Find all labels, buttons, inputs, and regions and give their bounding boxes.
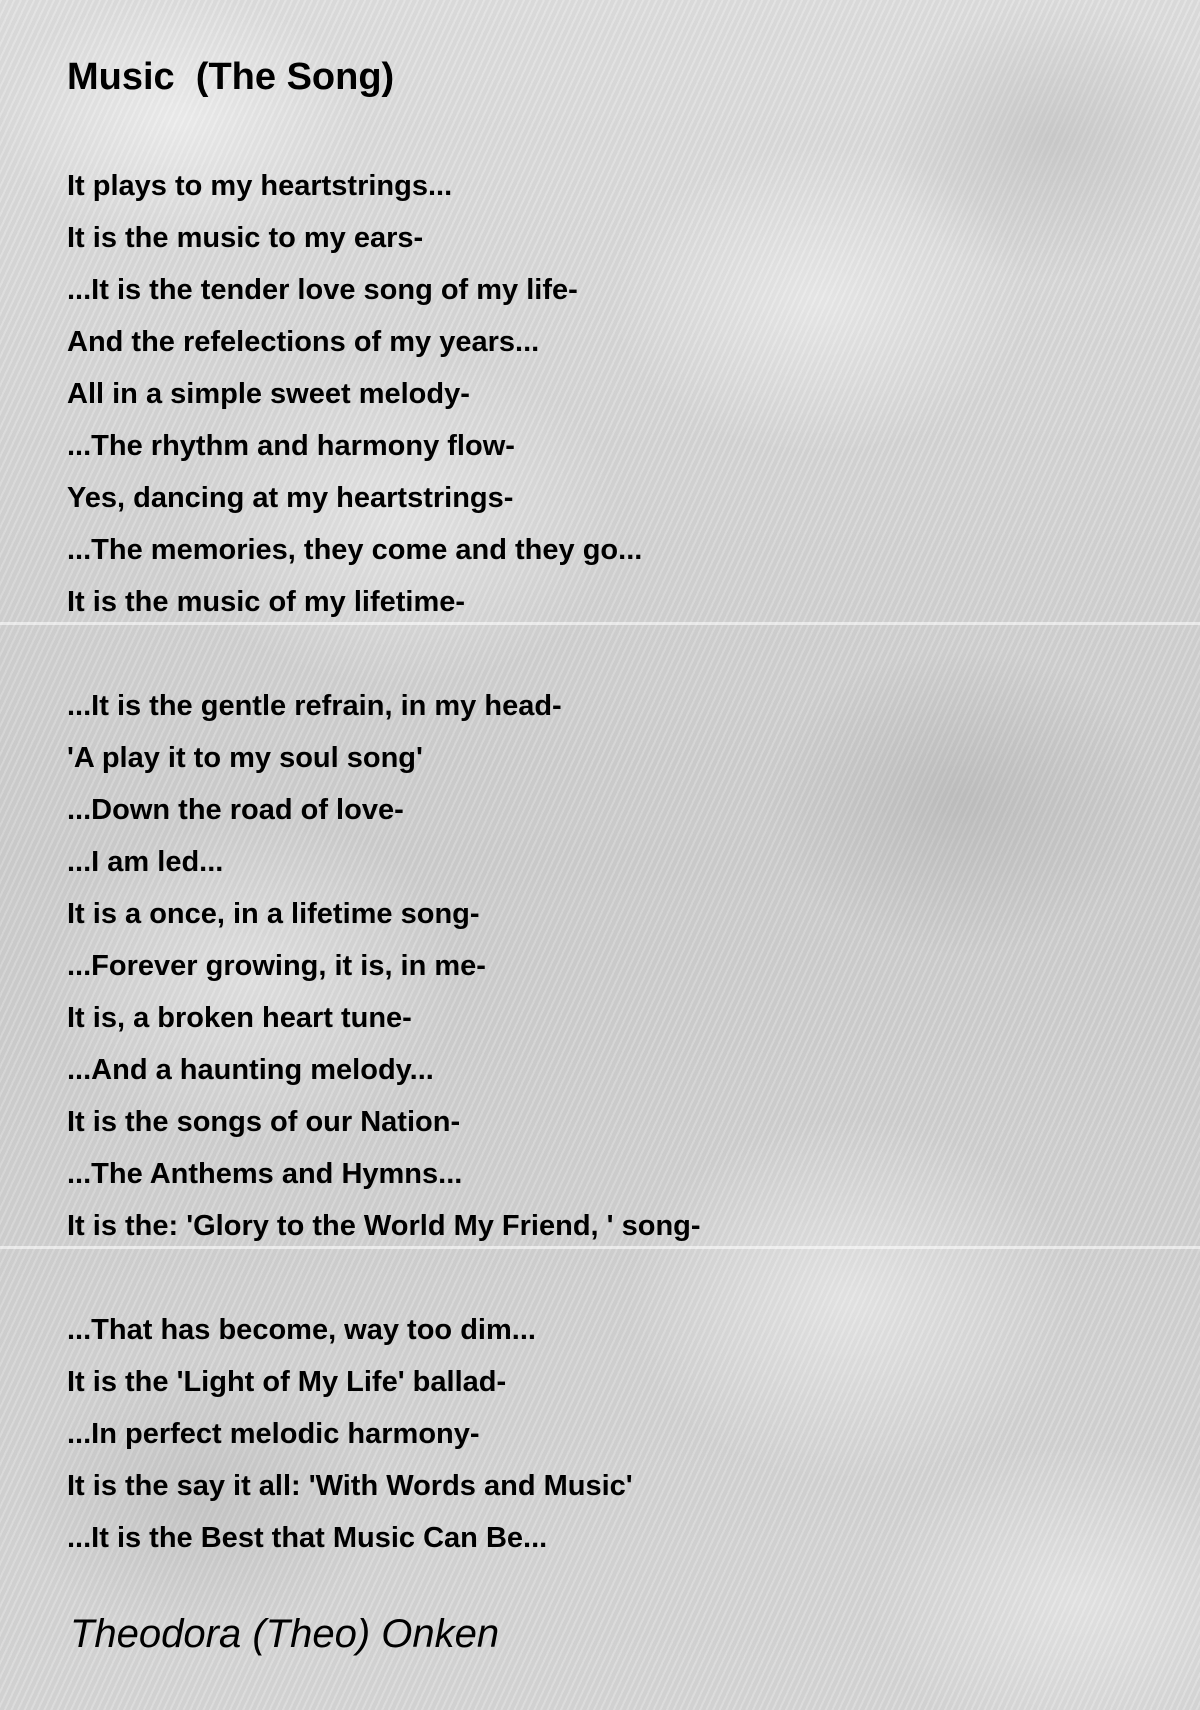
poem-line: ...The memories, they come and they go... xyxy=(67,534,643,566)
poem-line: ...Forever growing, it is, in me- xyxy=(67,950,486,982)
poem-line: ...In perfect melodic harmony- xyxy=(67,1418,480,1450)
poem-line: ...That has become, way too dim... xyxy=(67,1314,536,1346)
poem-line: ...It is the Best that Music Can Be... xyxy=(67,1522,548,1554)
stanza-2 xyxy=(67,680,1147,1252)
poem-line: It is, a broken heart tune- xyxy=(67,1002,412,1034)
poem-title: Music (The Song) xyxy=(67,56,395,98)
poem-line: ...And a haunting melody... xyxy=(67,1054,434,1086)
poem-author: Theodora (Theo) Onken xyxy=(70,1612,500,1656)
poem-line: It plays to my heartstrings... xyxy=(67,170,453,202)
poem-body xyxy=(67,52,1147,1564)
poem-line: It is the music to my ears- xyxy=(67,222,424,254)
poem-line: It is the music of my lifetime- xyxy=(67,586,466,618)
poem-line: It is the songs of our Nation- xyxy=(67,1106,461,1138)
poem-line: ...It is the gentle refrain, in my head- xyxy=(67,690,562,722)
poem-line: ...Down the road of love- xyxy=(67,794,404,826)
poem-line: It is the: 'Glory to the World My Friend, ' song- xyxy=(67,1210,701,1242)
poem-line: ...The Anthems and Hymns... xyxy=(67,1158,463,1190)
poem-line: ...The rhythm and harmony flow- xyxy=(67,430,515,462)
poem-line: Yes, dancing at my heartstrings- xyxy=(67,482,514,514)
poem-line: All in a simple sweet melody- xyxy=(67,378,470,410)
poem-line: It is a once, in a lifetime song- xyxy=(67,898,480,930)
poem-line: ...I am led... xyxy=(67,846,224,878)
poem-line: It is the 'Light of My Life' ballad- xyxy=(67,1366,507,1398)
poem-line: ...It is the tender love song of my life- xyxy=(67,274,578,306)
stanza-3 xyxy=(67,1304,1147,1564)
stanza-1 xyxy=(67,160,1147,628)
poem-line: And the refelections of my years... xyxy=(67,326,540,358)
poem-line: 'A play it to my soul song' xyxy=(67,742,423,774)
poem-line: It is the say it all: 'With Words and Music' xyxy=(67,1470,633,1502)
